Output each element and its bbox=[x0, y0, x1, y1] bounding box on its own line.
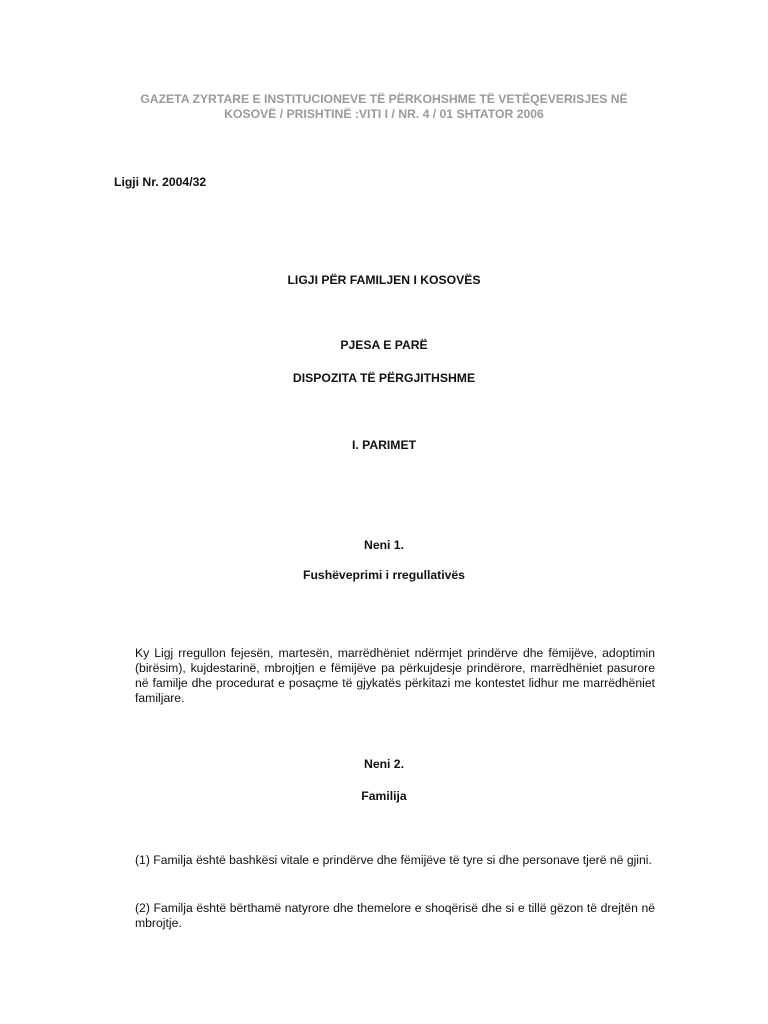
gazette-header bbox=[100, 92, 668, 122]
article-2-paragraph-1: (1) Familja është bashkësi vitale e prindërve dhe fëmijëve të tyre si dhe personave tjerë në gjini. bbox=[135, 853, 652, 867]
part-subtitle: DISPOZITA TË PËRGJITHSHME bbox=[292, 371, 476, 385]
article-1-title: Fushëveprimi i rregullativës bbox=[303, 568, 465, 582]
article-2-paragraph-2: (2) Familja është bërthamë natyrore dhe themelore e shoqërisë dhe si e tillë gëzon të drejtën në mbrojtje. bbox=[135, 901, 655, 930]
article-1-text: Ky Ligj rregullon fejesën, martesën, marrëdhëniet ndërmjet prindërve dhe fëmijëve, adoptimin (birësim), kujdestarinë, mbrojtjen e fëmijëve pa përkujdesje prindërore, marrëdhëniet pasurore në familje dhe procedurat e posaçme të gjykatës përkitazi me kontestet lidhur me marrëdhëniet familjare. bbox=[135, 646, 655, 705]
chapter-title: I. PARIMET bbox=[351, 438, 417, 452]
article-2-number: Neni 2. bbox=[364, 757, 404, 771]
law-number: Ligji Nr. 2004/32 bbox=[114, 175, 207, 189]
gazette-header-line-2: KOSOVË / PRISHTINË :VITI I / NR. 4 / 01 SHTATOR 2006 bbox=[224, 107, 544, 121]
article-2-title: Familija bbox=[361, 789, 407, 803]
part-title: PJESA E PARË bbox=[340, 338, 428, 352]
law-title: LIGJI PËR FAMILJEN I KOSOVËS bbox=[287, 273, 481, 287]
article-1-number: Neni 1. bbox=[364, 538, 404, 552]
gazette-header-line-1: GAZETA ZYRTARE E INSTITUCIONEVE TË PËRKOHSHME TË VETËQEVERISJES NË bbox=[140, 92, 628, 106]
